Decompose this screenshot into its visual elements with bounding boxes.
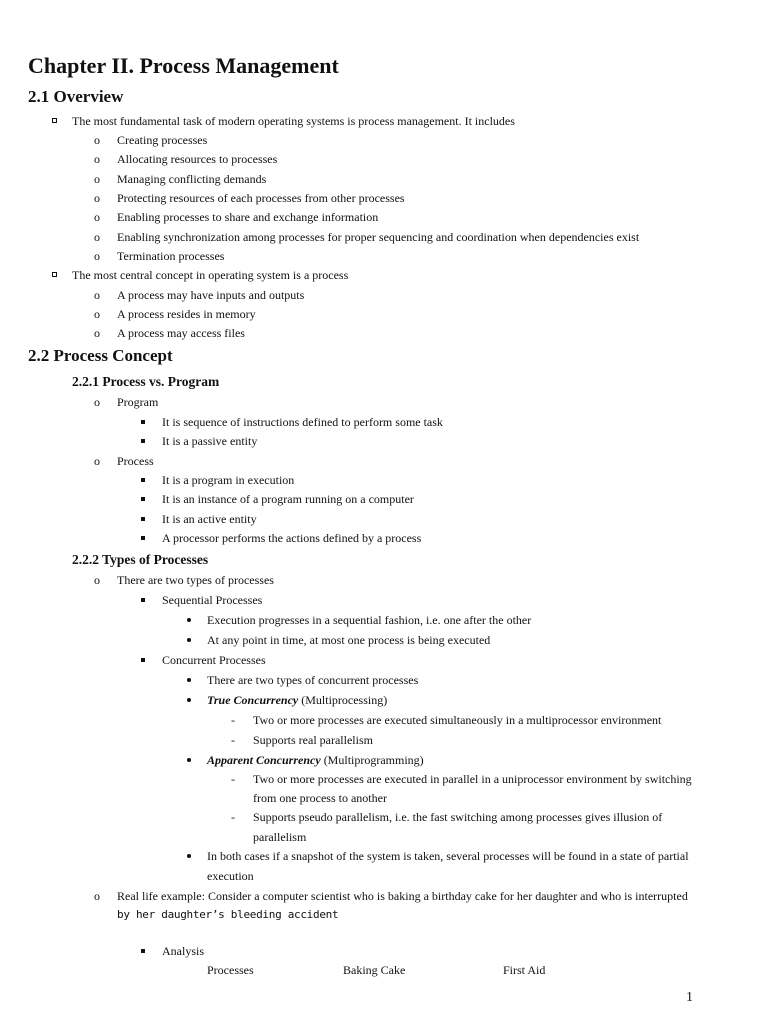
square-bullet-icon: [52, 118, 57, 123]
list-item: Execution progresses in a sequential fashion, i.e. one after the other: [207, 613, 532, 627]
table-header-first-aid: First Aid: [503, 963, 546, 977]
square-bullet-icon: [141, 536, 145, 540]
list-item: A process resides in memory: [117, 307, 256, 321]
square-bullet-icon: [141, 598, 145, 602]
circle-bullet-icon: o: [94, 152, 100, 166]
list-item: There are two types of concurrent processes: [207, 673, 419, 687]
list-item: [207, 753, 424, 767]
table-header-processes: Processes: [207, 963, 254, 977]
list-item-continuation: from one process to another: [253, 791, 387, 805]
list-item: The most fundamental task of modern operating systems is process management. It includes: [72, 114, 515, 128]
list-item: Analysis: [162, 944, 204, 958]
list-item: It is an active entity: [162, 512, 257, 526]
list-item: Supports pseudo parallelism, i.e. the fast switching among processes gives illusion of: [253, 810, 663, 824]
circle-bullet-icon: o: [94, 395, 100, 409]
circle-bullet-icon: o: [94, 288, 100, 302]
dot-bullet-icon: [187, 698, 191, 702]
circle-bullet-icon: o: [94, 889, 100, 903]
circle-bullet-icon: o: [94, 573, 100, 587]
list-item: It is a program in execution: [162, 473, 295, 487]
list-item-continuation: parallelism: [253, 830, 307, 844]
square-bullet-icon: [141, 497, 145, 501]
list-item: Program: [117, 395, 159, 409]
circle-bullet-icon: o: [94, 230, 100, 244]
section-2-2-heading: 2.2 Process Concept: [28, 346, 173, 365]
dash-bullet-icon: -: [231, 733, 235, 747]
dot-bullet-icon: [187, 678, 191, 682]
square-bullet-icon: [141, 478, 145, 482]
list-item-continuation: by her daughter’s bleeding accident: [117, 908, 339, 921]
dash-bullet-icon: -: [231, 810, 235, 824]
square-bullet-icon: [141, 949, 145, 953]
dot-bullet-icon: [187, 618, 191, 622]
dash-bullet-icon: -: [231, 772, 235, 786]
list-item: It is a passive entity: [162, 434, 258, 448]
term-apparent-concurrency: Apparent Concurrency: [207, 753, 321, 767]
circle-bullet-icon: o: [94, 133, 100, 147]
term-true-concurrency: True Concurrency: [207, 693, 299, 707]
dot-bullet-icon: [187, 758, 191, 762]
list-item: Enabling synchronization among processes for proper sequencing and coordination when dependencies exist: [117, 230, 640, 244]
list-item: Two or more processes are executed simultaneously in a multiprocessor environment: [253, 713, 662, 727]
list-item: A process may access files: [117, 326, 245, 340]
list-item: Managing conflicting demands: [117, 172, 267, 186]
circle-bullet-icon: o: [94, 307, 100, 321]
list-item: At any point in time, at most one process is being executed: [207, 633, 491, 647]
square-bullet-icon: [141, 658, 145, 662]
list-item: Termination processes: [117, 249, 225, 263]
list-item: There are two types of processes: [117, 573, 274, 587]
term-note: (Multiprocessing): [298, 693, 388, 707]
section-2-2-1-heading: 2.2.1 Process vs. Program: [72, 374, 220, 389]
list-item: In both cases if a snapshot of the system is taken, several processes will be found in a state of partial: [207, 849, 689, 863]
square-bullet-icon: [141, 517, 145, 521]
list-item: Allocating resources to processes: [117, 152, 278, 166]
term-note: (Multiprogramming): [320, 753, 424, 767]
circle-bullet-icon: o: [94, 210, 100, 224]
circle-bullet-icon: o: [94, 191, 100, 205]
square-bullet-icon: [52, 272, 57, 277]
dot-bullet-icon: [187, 854, 191, 858]
page-number: 1: [686, 990, 693, 1005]
circle-bullet-icon: o: [94, 326, 100, 340]
circle-bullet-icon: o: [94, 454, 100, 468]
list-item: The most central concept in operating system is a process: [72, 268, 349, 282]
chapter-title: Chapter II. Process Management: [28, 53, 339, 78]
table-header-baking-cake: Baking Cake: [343, 963, 406, 977]
list-item: Enabling processes to share and exchange information: [117, 210, 379, 224]
circle-bullet-icon: o: [94, 172, 100, 186]
square-bullet-icon: [141, 439, 145, 443]
dot-bullet-icon: [187, 638, 191, 642]
circle-bullet-icon: o: [94, 249, 100, 263]
list-item-continuation: execution: [207, 869, 254, 883]
section-2-1-heading: 2.1 Overview: [28, 87, 124, 106]
list-item: Two or more processes are executed in parallel in a uniprocessor environment by switching: [253, 772, 692, 786]
list-item: A process may have inputs and outputs: [117, 288, 305, 302]
list-item: Real life example: Consider a computer scientist who is baking a birthday cake for her daughter and who is interrupted: [117, 889, 688, 903]
list-item: [207, 693, 387, 707]
list-item: Sequential Processes: [162, 593, 263, 607]
list-item: It is sequence of instructions defined to perform some task: [162, 415, 443, 429]
list-item: It is an instance of a program running on a computer: [162, 492, 414, 506]
dash-bullet-icon: -: [231, 713, 235, 727]
list-item: Creating processes: [117, 133, 208, 147]
list-item: Process: [117, 454, 154, 468]
list-item: Concurrent Processes: [162, 653, 266, 667]
list-item: Protecting resources of each processes from other processes: [117, 191, 405, 205]
list-item: A processor performs the actions defined by a process: [162, 531, 422, 545]
section-2-2-2-heading: 2.2.2 Types of Processes: [72, 552, 209, 567]
square-bullet-icon: [141, 420, 145, 424]
list-item: Supports real parallelism: [253, 733, 373, 747]
